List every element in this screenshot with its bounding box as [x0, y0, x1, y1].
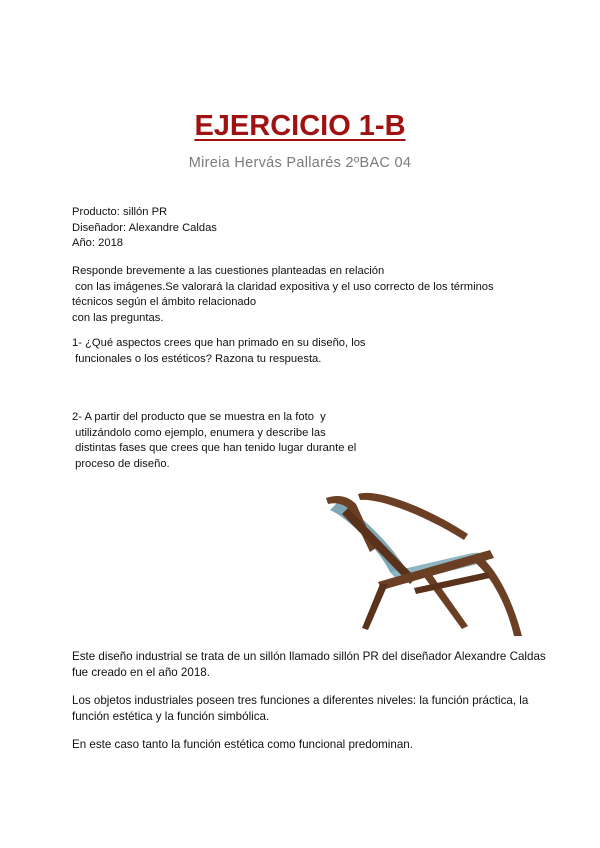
product-info [72, 205, 217, 252]
answer-paragraph-1 [72, 649, 546, 681]
page-title: EJERCICIO 1-B [194, 110, 406, 142]
answer-paragraph-3 [72, 737, 413, 753]
question-1 [72, 336, 366, 367]
answer-line: Este diseño industrial se trata de un sillón llamado sillón PR del diseñador Alexandre Caldas [72, 650, 546, 663]
arm-frame [342, 508, 416, 584]
question-line: distintas fases que crees que han tenido lugar durante el [72, 442, 357, 454]
answer-paragraph-2 [72, 693, 528, 725]
front-leg [472, 554, 522, 636]
answer-line: fue creado en el año 2018. [72, 666, 210, 679]
instructions-line: técnicos según el ámbito relacionado [72, 296, 257, 308]
answer-line: función estética y la función simbólica. [72, 710, 270, 723]
question-line: 1- ¿Qué aspectos crees que han primado en su diseño, los [72, 337, 366, 349]
chair-photo [318, 488, 528, 638]
question-line: 2- A partir del producto que se muestra en la foto y [72, 411, 326, 423]
question-line: funcionales o los estéticos? Razona tu respuesta. [72, 352, 322, 365]
instructions-line: Responde brevemente a las cuestiones planteadas en relación [72, 265, 385, 277]
rear-leg [362, 584, 388, 630]
instructions [72, 264, 494, 326]
answer-line: En este caso tanto la función estética como funcional predominan. [72, 738, 413, 751]
answer-line: Los objetos industriales poseen tres funciones a diferentes niveles: la función práctica, la [72, 694, 529, 707]
designer-line: Diseñador: Alexandre Caldas [72, 221, 217, 234]
instructions-line: con las preguntas. [72, 311, 164, 324]
author-subtitle: Mireia Hervás Pallarés 2ºBAC 04 [188, 155, 412, 171]
question-line: utilizándolo como ejemplo, enumera y describe las [72, 426, 326, 439]
year-line: Año: 2018 [72, 237, 124, 249]
question-line: proceso de diseño. [72, 457, 170, 470]
product-line: Producto: sillón PR [72, 206, 168, 218]
instructions-line: con las imágenes.Se valorará la claridad expositiva y el uso correcto de los términos [72, 280, 494, 293]
question-2 [72, 410, 356, 472]
